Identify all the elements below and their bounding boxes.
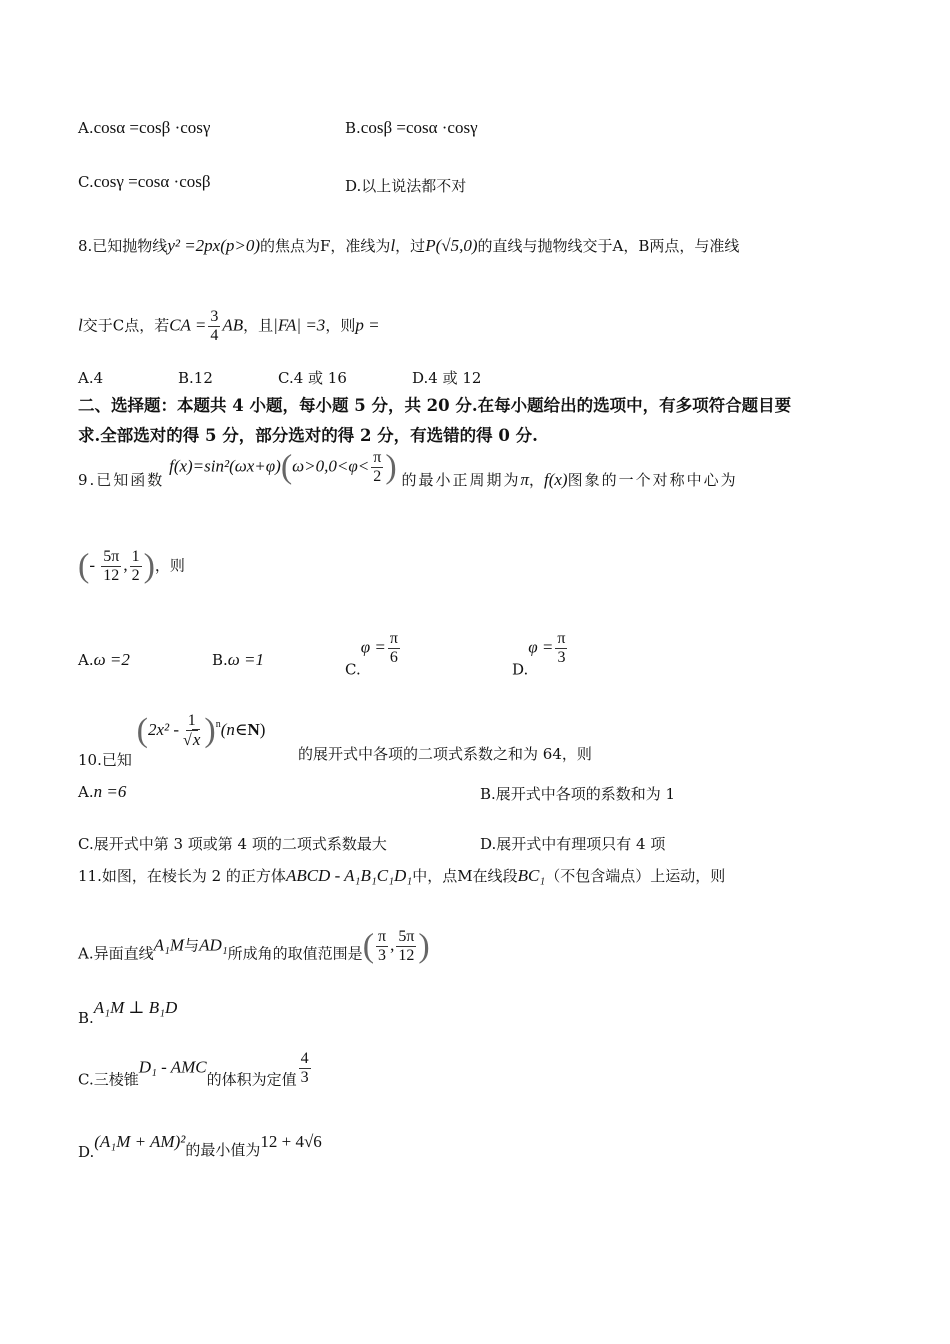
q8-text3: 的直线与抛物线交于A，B两点，与准线	[477, 237, 740, 255]
q7-option-a	[78, 118, 210, 138]
q10-frac-num: 1	[187, 712, 196, 729]
q9-frac-num: π	[373, 448, 382, 466]
q9-c-expr: φ =	[360, 637, 386, 657]
q8-point: P(√5,0)	[425, 236, 478, 255]
q10-option-d: D.展开式中有理项只有 4 项	[480, 835, 666, 853]
q9-center-frac1	[101, 548, 121, 585]
q11-a-e2: AD₁	[199, 935, 228, 955]
q11-a-e1: A₁M	[153, 935, 185, 955]
q9-period: π	[520, 470, 529, 489]
q8-p: p =	[355, 315, 380, 335]
q9-option-d	[512, 630, 569, 680]
q9-center-close: )	[143, 547, 155, 585]
q8-line2	[78, 308, 380, 345]
q9-center-comma: ,	[123, 555, 128, 575]
q11-a-paren-open: (	[362, 927, 375, 965]
q11-a-n2: 5π	[398, 928, 415, 945]
q11-text1: 中，点M在线段	[412, 867, 518, 885]
q11-option-d	[78, 1132, 322, 1162]
q8-fraction	[208, 308, 220, 345]
q10-option-b: B.展开式中各项的系数和为 1	[480, 785, 676, 803]
q11-a-t2: 与	[184, 936, 200, 955]
q11-c-frac	[299, 1050, 311, 1087]
q7-option-b	[345, 118, 478, 138]
q10-paren-close: )	[204, 712, 216, 749]
q7-a-expr: cosα =cosβ ·cosγ	[93, 118, 211, 137]
q9-text2: ，	[528, 471, 544, 489]
q11-cube: ABCD - A₁B₁C₁D₁	[285, 866, 413, 885]
q10-close: )	[259, 720, 266, 739]
q11-option-a	[78, 928, 430, 965]
q9-line2	[78, 548, 185, 585]
q9-c-num1: 5π	[103, 548, 120, 565]
q11-d-expr: (A₁M + AM)²	[94, 1132, 186, 1151]
q8-option-b: B.12	[178, 369, 213, 387]
q11-a-frac1	[376, 928, 388, 965]
q9-c-num2: 1	[131, 548, 140, 565]
q10-sqrt-x: x	[192, 730, 201, 749]
q9-b-label: B.	[212, 651, 228, 669]
q11-stem	[78, 866, 725, 886]
q11-number: 11.如图，在棱长为 2 的正方体	[78, 867, 286, 885]
q7-b-label: B.	[345, 119, 361, 137]
q9-paren-open: (	[280, 448, 293, 485]
q11-c-den: 3	[300, 1069, 309, 1086]
q9-expr: f(x)=sin²(ωx+φ)	[169, 456, 281, 475]
q9-c-label: C.	[345, 660, 361, 679]
q10-number: 10.已知	[78, 751, 132, 769]
q10-option-a	[78, 782, 126, 802]
q9-option-b	[212, 650, 264, 670]
q8-text1: 的焦点为F，准线为	[260, 237, 391, 255]
q10-option-c: C.展开式中第 3 项或第 4 项的二项式系数最大	[78, 835, 387, 853]
q11-option-c	[78, 1050, 313, 1090]
q7-b-expr: cosβ =cosα ·cosγ	[360, 118, 478, 137]
q9-paren-close: )	[385, 448, 397, 485]
q10-expression-row	[78, 712, 265, 770]
q9-option-a	[78, 650, 130, 670]
q11-c-t2: 的体积为定值	[206, 1070, 297, 1089]
q11-a-frac2	[396, 928, 416, 965]
q9-d-expr: φ =	[528, 637, 554, 657]
q9-frac-den: 2	[373, 467, 382, 485]
q11-a-text: A.异面直线	[78, 944, 154, 963]
q10-exp-n: n	[215, 719, 221, 730]
q8-number: 8.已知抛物线	[78, 237, 168, 255]
q11-a-paren-close: )	[418, 927, 430, 965]
q9-fx: f(x)	[544, 470, 568, 489]
q10-expr-a: 2x² -	[147, 720, 180, 739]
q11-text2: （不包含端点）上运动，则	[545, 867, 726, 885]
q9-frac	[371, 449, 383, 486]
q8-line1	[78, 236, 739, 256]
q9-d-num: π	[557, 630, 566, 647]
q7-c-label: C.	[78, 173, 94, 191]
q9-function	[169, 449, 397, 486]
q11-d-value: 12 + 4√6	[260, 1132, 322, 1151]
q8-text2: ，过	[395, 237, 426, 255]
q9-a-expr: ω =2	[93, 650, 130, 669]
q9-center-frac2	[130, 548, 142, 585]
q8-text5: ，且	[243, 316, 274, 335]
q7-d-label: D.	[345, 177, 362, 195]
q9-cond: ω>0,0<φ<	[292, 456, 370, 475]
q7-a-label: A.	[78, 119, 94, 137]
q9-d-label: D.	[512, 660, 529, 679]
q9-c-den: 6	[389, 649, 398, 666]
q9-text1: 的最小正周期为	[401, 471, 521, 489]
q11-c-text: C.三棱锥	[78, 1070, 139, 1089]
q11-d-label: D.	[78, 1143, 95, 1161]
q8-l2: l	[78, 315, 83, 335]
q9-c-frac	[388, 630, 400, 667]
q9-option-c	[345, 630, 402, 680]
q9-a-label: A.	[78, 651, 94, 669]
q10-set-n: N	[247, 720, 260, 739]
q10-frac	[181, 712, 202, 750]
q11-a-n1: π	[378, 928, 387, 945]
q10-frac-den: √x	[183, 730, 201, 749]
q8-text6: ，则	[325, 316, 356, 335]
q11-d-t2: 的最小值为	[185, 1141, 261, 1159]
q9-c-den1: 12	[103, 567, 120, 584]
q8-ca: CA =	[169, 315, 207, 335]
q9-c-num: π	[389, 630, 398, 647]
q9-b-expr: ω =1	[227, 650, 265, 669]
q8-ab: AB	[222, 315, 244, 335]
q9-center-open: (	[78, 547, 90, 585]
q9-center-minus: -	[89, 555, 100, 575]
q8-fa: |FA| =3	[273, 315, 326, 335]
q10-a-label: A.	[78, 783, 94, 801]
q9-text4: ，则	[154, 556, 185, 575]
q8-option-c: C.4 或 16	[278, 369, 347, 387]
section2-line1: 二、选择题：本题共 4 小题，每小题 5 分，共 20 分.在每小题给出的选项中，有多项符合题目要	[78, 396, 792, 415]
q11-b-expr: A₁M ⊥ B₁D	[93, 998, 178, 1017]
q9-d-frac	[555, 630, 567, 667]
q9-d-den: 3	[557, 649, 566, 666]
q11-a-d2: 12	[398, 947, 415, 964]
q7-option-d	[345, 176, 466, 196]
q9-number: 9.已知函数	[78, 471, 165, 489]
q11-c-expr: D₁ - AMC	[138, 1057, 207, 1077]
q8-l: l	[390, 236, 396, 255]
q8-frac-num: 3	[210, 308, 219, 325]
q10-paren-open: (	[136, 712, 148, 749]
q9-line1	[78, 448, 738, 490]
q11-a-t3: 所成角的取值范围是	[227, 944, 363, 963]
q11-option-b	[78, 998, 177, 1028]
q8-parabola: y² =2px(p>0)	[167, 236, 261, 255]
q11-c-num: 4	[300, 1050, 309, 1067]
q9-text3: 图象的一个对称中心为	[567, 471, 738, 489]
q8-option-d: D.4 或 12	[412, 369, 482, 387]
q7-option-c	[78, 172, 211, 192]
q10-text: 的展开式中各项的二项式系数之和为 64，则	[298, 745, 592, 763]
q10-n-in: (n∈	[220, 720, 248, 739]
q8-frac-den: 4	[210, 327, 219, 344]
section2-line2: 求.全部选对的得 5 分，部分选对的得 2 分，有选错的得 0 分.	[78, 426, 538, 445]
q7-d-text: 以上说法都不对	[361, 177, 467, 195]
q7-c-expr: cosγ =cosα ·cosβ	[93, 172, 211, 191]
q8-option-a: A.4	[78, 369, 104, 387]
q11-a-comma: ,	[390, 935, 395, 955]
q11-a-d1: 3	[378, 947, 387, 964]
q8-text4: 交于C点，若	[82, 316, 170, 335]
q10-a-expr: n =6	[93, 782, 127, 801]
q9-c-den2: 2	[131, 567, 140, 584]
q11-segment: BC₁	[517, 866, 546, 885]
q11-b-label: B.	[78, 1009, 94, 1027]
